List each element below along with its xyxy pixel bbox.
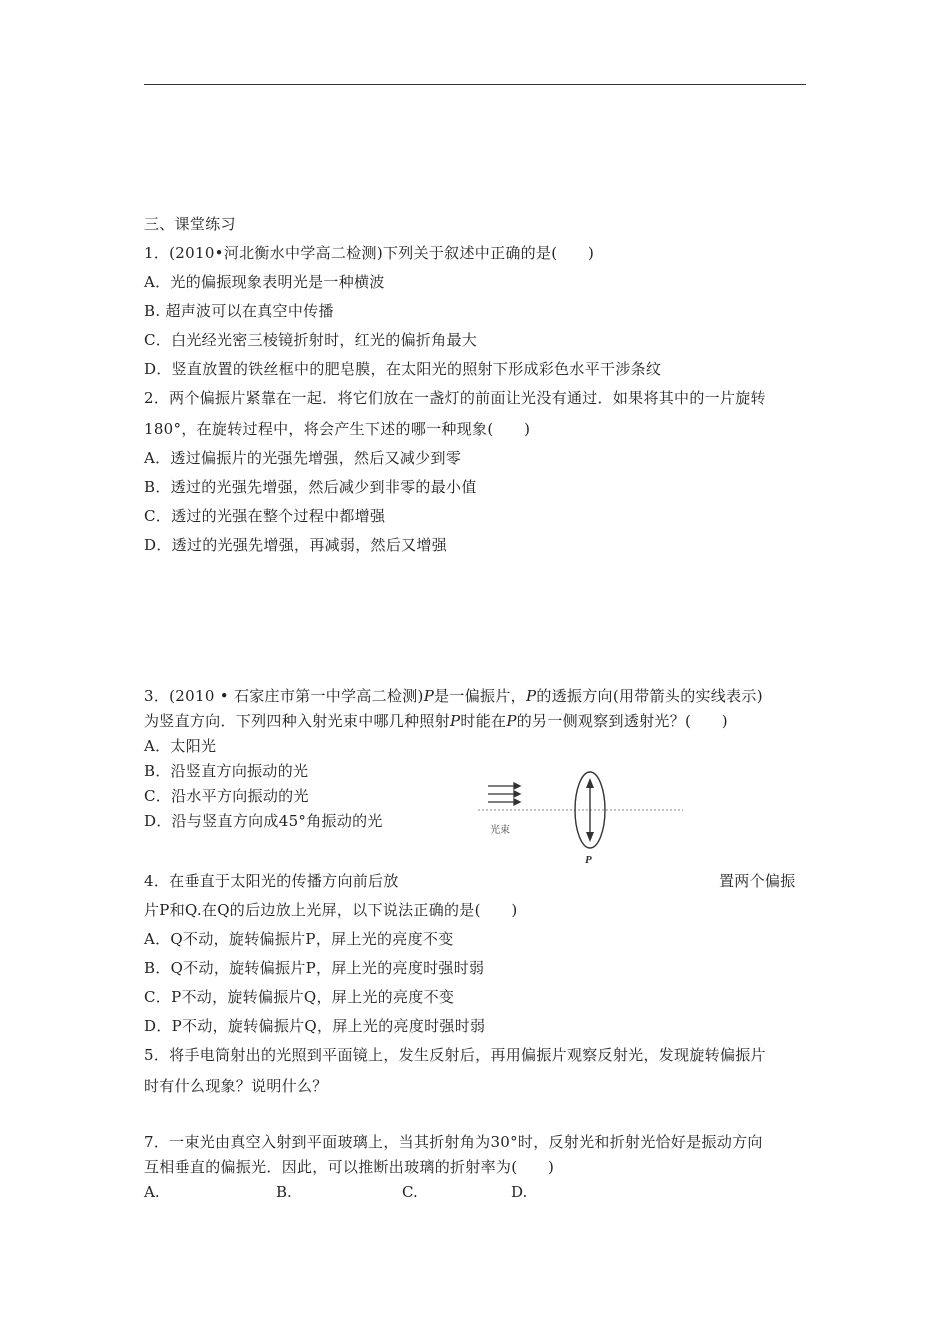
beam-label: 光束 [490, 825, 510, 836]
q5-stem-line2: 时有什么现象？说明什么？ [144, 1077, 328, 1095]
q3-option-c: C．沿水平方向振动的光 [144, 787, 309, 805]
q4-stem-line1-left: 4．在垂直于太阳光的传播方向前后放 [144, 872, 399, 890]
q3-stem-line1-a: 3．(2010 • 石家庄市第一中学高二检测) [144, 687, 424, 705]
q4-option-a: A．Q不动，旋转偏振片P，屏上光的亮度不变 [144, 930, 454, 948]
q4-stem-line1-right: 置两个偏振 [719, 872, 796, 890]
header-rule [144, 84, 806, 85]
q1-option-c: C．白光经光密三棱镜折射时，红光的偏折角最大 [144, 331, 478, 349]
q1-stem: 1．(2010•河北衡水中学高二检测)下列关于叙述中正确的是( ) [144, 244, 595, 262]
q5-stem-line1: 5．将手电筒射出的光照到平面镜上，发生反射后，再用偏振片观察反射光，发现旋转偏振片 [144, 1046, 766, 1064]
q1-option-a: A．光的偏振现象表明光是一种横波 [144, 273, 385, 291]
q1-option-b: B. 超声波可以在真空中传播 [144, 302, 334, 320]
q3-stem-line1-b: 是一偏振片， [434, 687, 526, 705]
q1-option-d: D．竖直放置的铁丝框中的肥皂膜，在太阳光的照射下形成彩色水平干涉条纹 [144, 360, 662, 378]
q3-var-p: P [506, 712, 517, 730]
q2-stem-line1: 2．两个偏振片紧靠在一起．将它们放在一盏灯的前面让光没有通过．如果将其中的一片旋转 [144, 389, 766, 407]
q3-option-b: B．沿竖直方向振动的光 [144, 762, 309, 780]
polarizer-figure [478, 760, 688, 870]
section-title: 三、课堂练习 [144, 215, 236, 233]
q3-stem-line2-b: 时能在 [460, 712, 507, 730]
q2-option-d: D．透过的光强先增强，再减弱，然后又增强 [144, 536, 448, 554]
q3-var-p: P [423, 687, 435, 705]
q2-option-c: C．透过的光强在整个过程中都增强 [144, 507, 386, 525]
q7-option-b: B. [276, 1183, 292, 1201]
q2-stem-line2: 180°，在旋转过程中，将会产生下述的哪一种现象( ) [144, 420, 531, 438]
q3-var-p: P [525, 687, 537, 705]
q3-option-a: A．太阳光 [144, 737, 217, 755]
q3-stem-line2-a: 为竖直方向．下列四种入射光束中哪几种照射 [144, 712, 451, 730]
q4-stem-line2: 片P和Q.在Q的后边放上光屏，以下说法正确的是( ) [144, 901, 518, 919]
polarizer-label: P [585, 854, 592, 866]
q3-stem-line2-c: 的另一侧观察到透射光？( ) [516, 712, 728, 730]
q3-stem-line1-c: 的透振方向(用带箭头的实线表示) [536, 687, 763, 705]
q2-option-b: B．透过的光强先增强，然后减少到非零的最小值 [144, 478, 477, 496]
q7-stem-line1: 7．一束光由真空入射到平面玻璃上，当其折射角为30°时，反射光和折射光恰好是振动方向 [144, 1133, 763, 1151]
q2-option-a: A．透过偏振片的光强先增强，然后又减少到零 [144, 449, 462, 467]
q3-option-d: D．沿与竖直方向成45°角振动的光 [144, 812, 383, 830]
q3-stem-line1 [144, 686, 763, 706]
q3-stem-line2 [144, 711, 728, 731]
q4-option-c: C．P不动，旋转偏振片Q，屏上光的亮度不变 [144, 988, 455, 1006]
q3-var-p: P [450, 712, 461, 730]
q7-stem-line2: 互相垂直的偏振光．因此，可以推断出玻璃的折射率为( ) [144, 1158, 555, 1176]
q4-option-b: B．Q不动，旋转偏振片P，屏上光的亮度时强时弱 [144, 959, 485, 977]
q4-option-d: D．P不动，旋转偏振片Q，屏上光的亮度时强时弱 [144, 1017, 486, 1035]
q7-option-d: D. [511, 1183, 528, 1201]
q7-option-a: A. [144, 1183, 160, 1201]
q7-option-c: C. [402, 1183, 418, 1201]
